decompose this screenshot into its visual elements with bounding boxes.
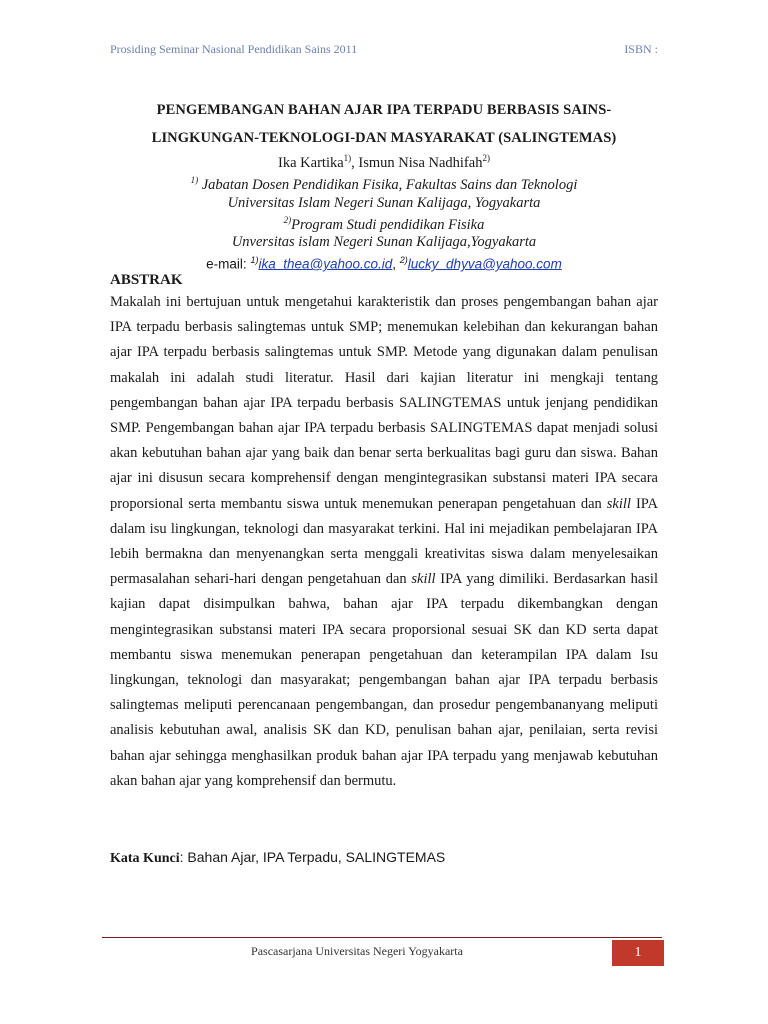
affiliation-1-marker: 1) bbox=[190, 175, 199, 186]
page-number-badge: 1 bbox=[612, 940, 664, 966]
affiliation-1-line-2: Universitas Islam Negeri Sunan Kalijaga, Yogyakarta bbox=[227, 194, 541, 211]
header-conference-name: Prosiding Seminar Nasional Pendidikan Sains 2011 bbox=[110, 42, 358, 56]
author-2-marker: 2) bbox=[482, 153, 490, 163]
email-1-marker: 1) bbox=[250, 254, 259, 265]
author-1-name: Ika Kartika bbox=[278, 154, 344, 171]
author-1-marker: 1) bbox=[343, 153, 352, 163]
abstract-text-part-2: IPA dalam isu lingkungan, teknologi dan masyarakat terkini. Hal ini mejadikan pembelajaran IPA lebih bermakna dan menyenangkan serta menggali kreativitas siswa dalam menyelesaikan permasalahan sehari-hari dengan pengetahuan dan bbox=[110, 495, 658, 588]
keywords-value: Bahan Ajar, IPA Terpadu, SALINGTEMAS bbox=[187, 849, 446, 865]
author-2-name: Ismun Nisa Nadhifah bbox=[358, 154, 483, 171]
footer-divider bbox=[102, 937, 662, 938]
abstract-skill-term-1: skill bbox=[606, 495, 631, 512]
affiliation-2-line-2: Unversitas islam Negeri Sunan Kalijaga,Yogyakarta bbox=[231, 234, 537, 251]
author-separator: , bbox=[351, 154, 359, 171]
email-line bbox=[110, 252, 658, 273]
title-line-1: PENGEMBANGAN BAHAN AJAR IPA TERPADU BERBASIS SAINS- bbox=[156, 102, 612, 118]
affiliation-2-text: Program Studi pendidikan Fisika bbox=[291, 216, 485, 233]
email-separator: , bbox=[392, 256, 400, 272]
title-line-2: LINGKUNGAN-TEKNOLOGI-DAN MASYARAKAT (SALINGTEMAS) bbox=[151, 130, 617, 146]
email-label: e-mail: bbox=[206, 256, 251, 272]
affiliation-1-text: Jabatan Dosen Pendidikan Fisika, Fakultas Sains dan Teknologi bbox=[198, 177, 578, 194]
keywords-line bbox=[110, 849, 445, 867]
email-2-marker: 2) bbox=[399, 254, 408, 265]
paper-title bbox=[110, 96, 658, 152]
abstract-paragraph bbox=[110, 290, 658, 794]
author-block bbox=[110, 150, 658, 273]
keywords-label: Kata Kunci bbox=[110, 851, 180, 866]
running-header bbox=[110, 42, 658, 57]
email-1-link[interactable]: ika_thea@yahoo.co.id bbox=[258, 256, 393, 272]
affiliation-2-marker: 2) bbox=[283, 215, 292, 226]
header-isbn: ISBN : bbox=[624, 42, 658, 56]
author-names bbox=[110, 150, 658, 172]
affiliation-1-line-1 bbox=[110, 172, 658, 194]
footer-institution: Pascasarjana Universitas Negeri Yogyakarta bbox=[251, 944, 463, 958]
abstract-text-part-3: IPA yang dimiliki. Berdasarkan hasil kajian dapat disimpulkan bahwa, bahan ajar IPA terpadu dikembangkan dengan mengintegrasikan substansi materi IPA secara proporsional sesuai SK dan KD serta dapat membantu siswa menemukan penerapan pengetahuan dan keterampilan IPA dalam Isu lingkungan, teknologi dan masyarakat; pengembangan bahan ajar IPA terpadu berbasis salingtemas meliputi perencanaan pengembangan, dan prosedur pengembananyang meliputi analisis kebutuhan awal, analisis SK dan KD, penulisan bahan ajar, penilaian, serta revisi bahan ajar sehingga menghasilkan produk bahan ajar IPA terpadu yang menjawab kebutuhan akan bahan ajar yang komprehensif dan bermutu. bbox=[110, 571, 658, 789]
abstract-heading: ABSTRAK bbox=[110, 272, 183, 288]
abstract-body bbox=[110, 290, 658, 794]
keywords-colon: : bbox=[179, 849, 188, 865]
affiliation-2-line-1 bbox=[110, 212, 658, 234]
email-2-link[interactable]: lucky_dhyva@yahoo.com bbox=[407, 256, 562, 272]
abstract-skill-term-2: skill bbox=[411, 571, 436, 588]
abstract-text-part-1: Makalah ini bertujuan untuk mengetahui karakteristik dan proses pengembangan bahan ajar IPA terpadu berbasis salingtemas untuk SMP; menemukan kelebihan dan kekurangan bahan ajar IPA terpadu berbasis salingtemas untuk SMP. Metode yang digunakan dalam penulisan makalah ini adalah studi literatur. Hasil dari kajian literatur ini mengkaji tentang pengembangan bahan ajar IPA terpadu berbasis SALINGTEMAS untuk jenjang pendidikan SMP. Pengembangan bahan ajar IPA terpadu berbasis SALINGTEMAS dapat menjadi solusi akan kebutuhan bahan ajar yang baik dan benar serta berkualitas bagi guru dan siswa. Bahan ajar ini disusun secara komprehensif dengan mengintegrasikan substansi materi IPA secara proporsional serta membantu siswa untuk menemukan penerapan pengetahuan dan bbox=[110, 294, 658, 512]
